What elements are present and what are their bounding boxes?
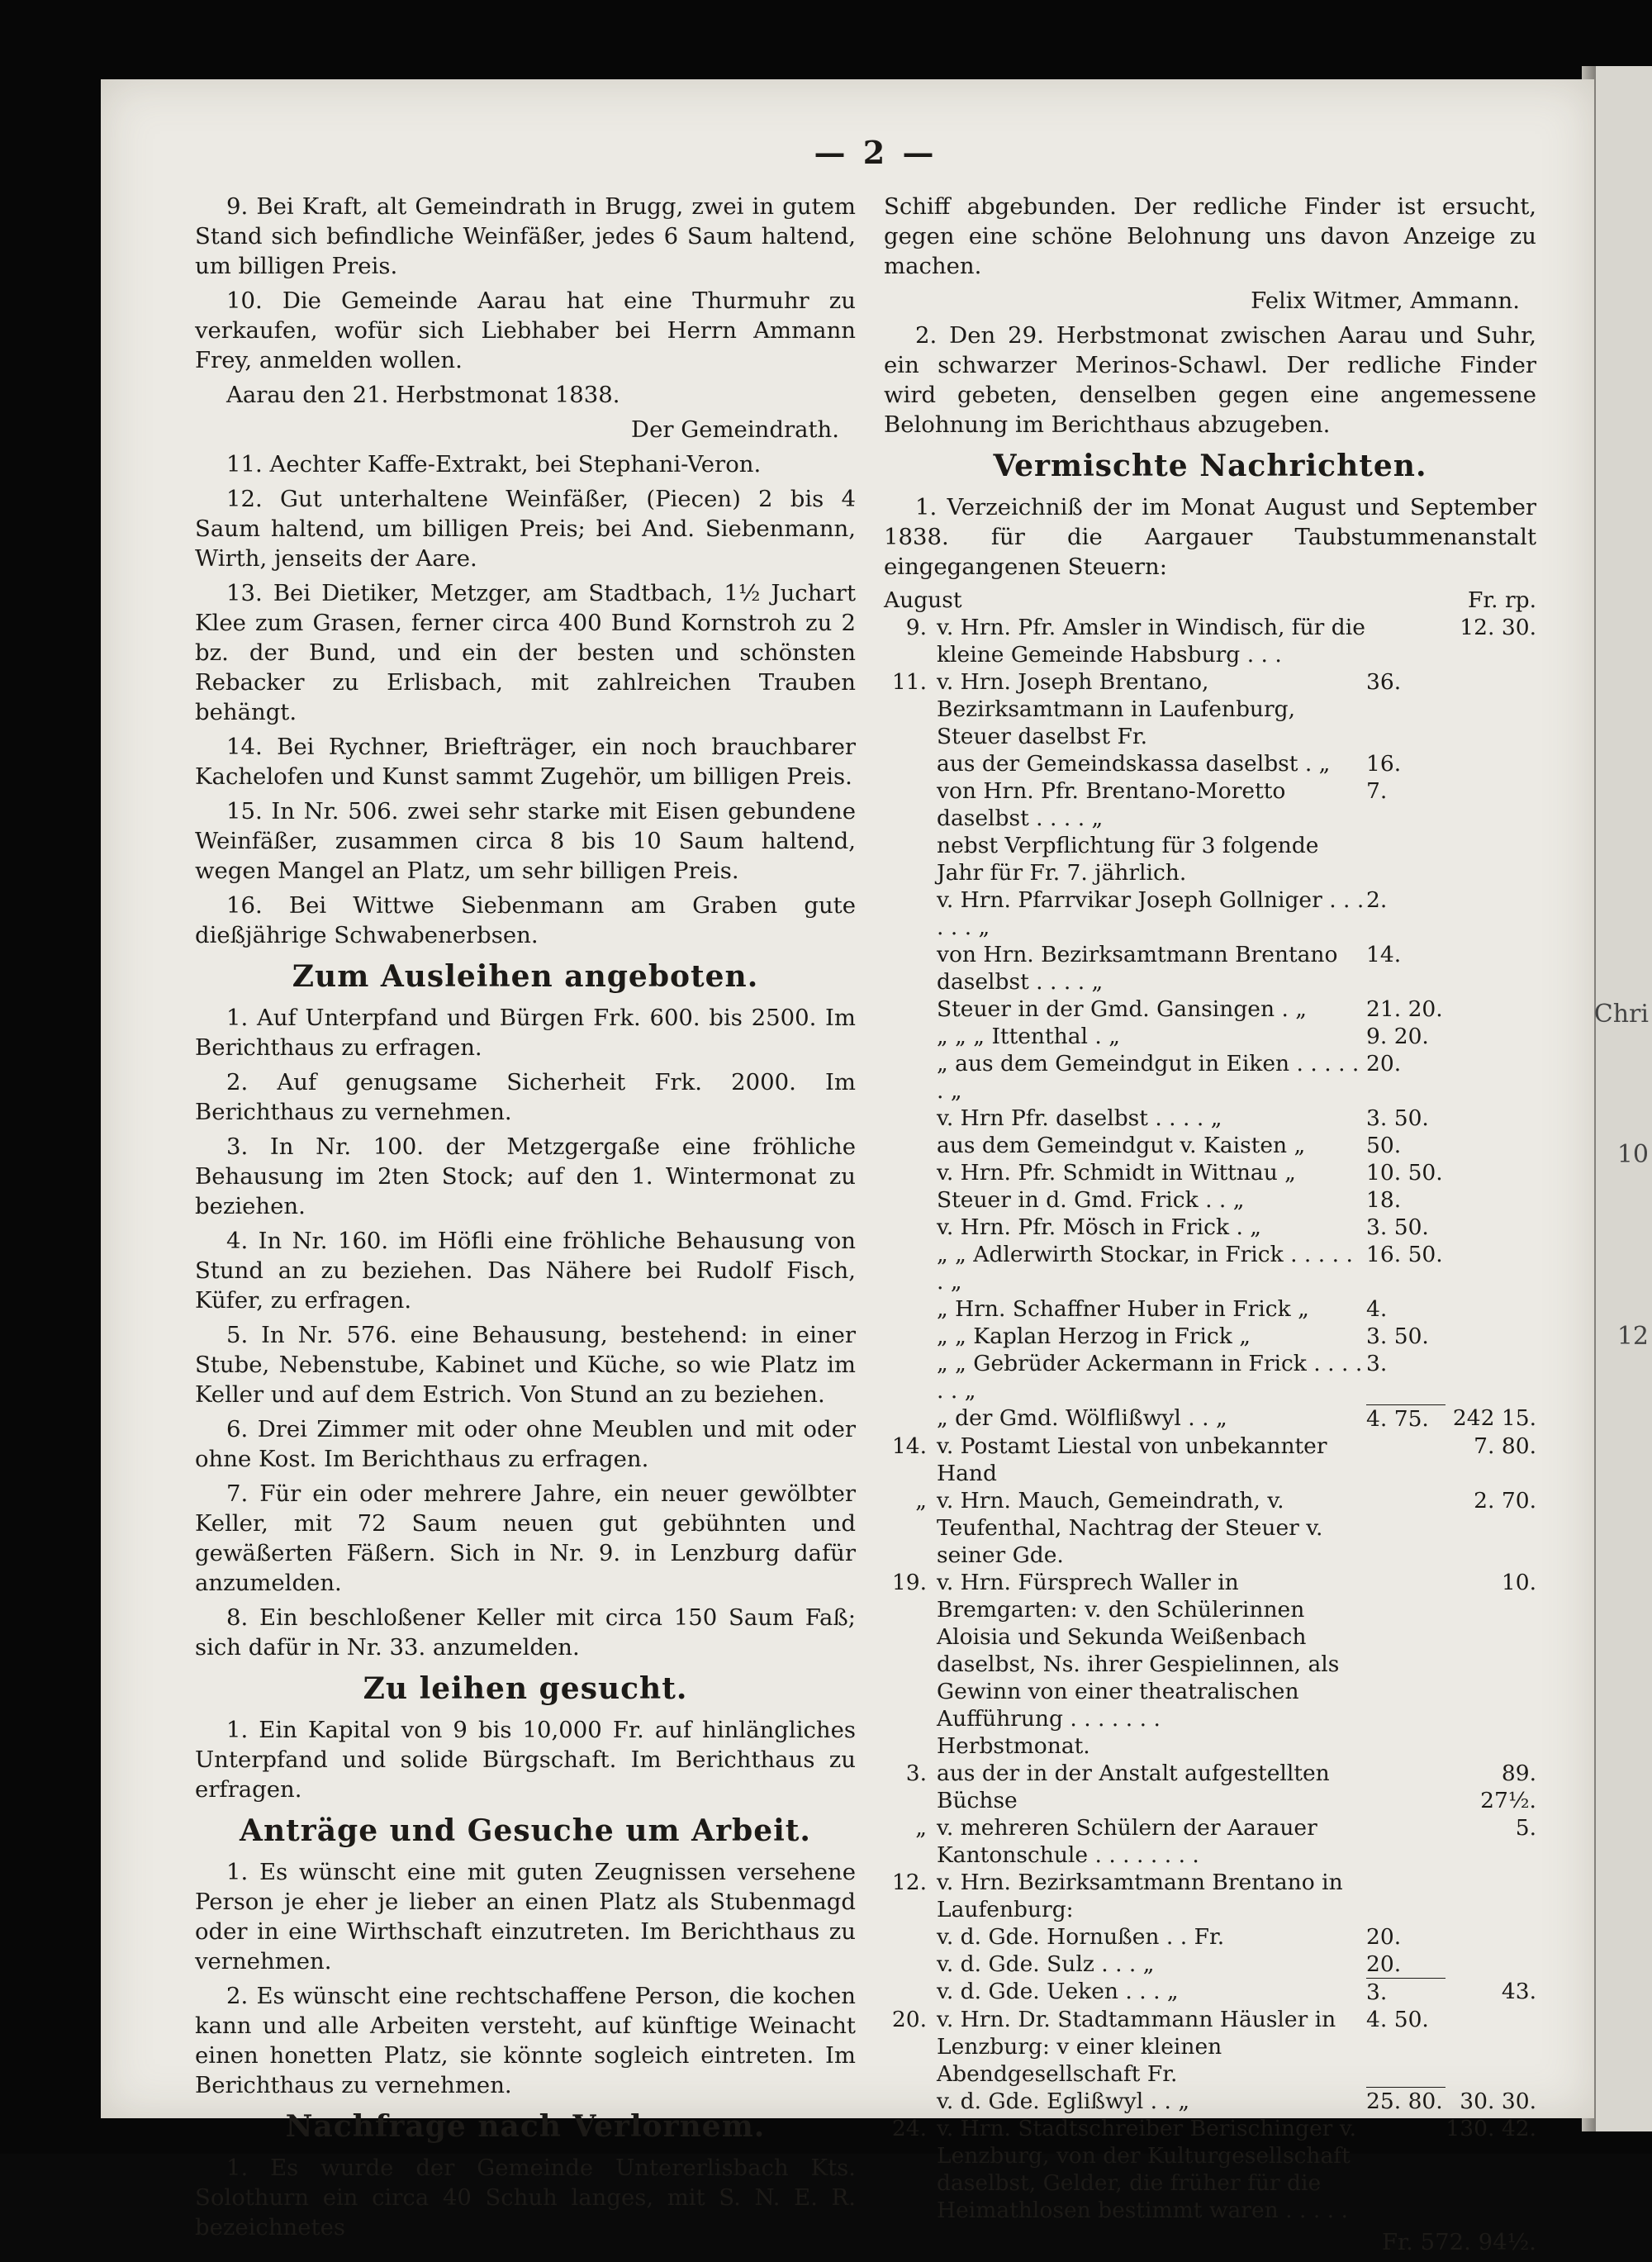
ledger-entry-subamount [1366,1433,1446,1487]
ledger-entry-number: 20. [891,2006,927,2032]
notice-item: 4. In Nr. 160. im Höfli eine fröhliche Behausung von Stund an zu beziehen. Das Nähere bei Rudolf Fisch, Küfer, zu erfragen. [195,1228,856,1314]
ledger-entry-subamount: 3. 50. [1366,1214,1429,1240]
ledger-row [884,1214,1536,1241]
ledger-entry-number: „ [915,1487,927,1514]
ledger-entry-text: v. d. Gde. Hornußen . . Fr. [937,1923,1225,1950]
ledger-row [884,1350,1536,1404]
ledger-row [884,777,1536,832]
ledger-entry-text: „ „ Gebrüder Ackermann in Frick . . . . . . „ [937,1351,1363,1404]
continuation-signature: Felix Witmer, Ammann. [1251,288,1520,314]
ledger-entry-text: aus dem Gemeindgut v. Kaisten „ [937,1133,1306,1158]
ledger-entry-number: 9. [905,615,927,640]
ledger-entry-subamount: 7. [1366,778,1388,804]
ledger-entry-total [1446,941,1536,996]
section-heading-vermischte: Vermischte Nachrichten. [993,449,1427,483]
section-heading-ausleihen: Zum Ausleihen angeboten. [292,959,759,994]
ledger-entry-total: 2. 70. [1474,1487,1536,1514]
ledger-entry-text: „ Hrn. Schaffner Huber in Frick „ [937,1296,1309,1322]
notice-item: 1. Ein Kapital von 9 bis 10,000 Fr. auf hinlängliches Unterpfand und solide Bürgschaft. Im Berichthaus zu erfragen. [195,1717,856,1803]
ledger-entry-number [884,1186,932,1214]
notice-item: 14. Bei Rychner, Briefträger, ein noch brauchbarer Kachelofen und Kunst sammt Zugehör, um billigen Preis. [195,734,856,790]
ledger-entry-total [1446,1869,1536,1923]
ledger-entry-total [1446,1186,1536,1214]
ledger-entry-text: von Hrn. Bezirksamtmann Brentano daselbst . . . . „ [937,942,1338,995]
ledger-row [884,941,1536,996]
ledger-entry-total: 130. 42. [1446,2116,1536,2141]
notice-item: 16. Bei Wittwe Siebenmann am Graben gute dießjährige Schwabenerbsen. [195,892,856,948]
ledger-entry-text: v. d. Gde. Sulz . . . „ [937,1951,1155,1977]
ledger-entry-number [884,1295,932,1323]
ledger-entry-total [1446,1050,1536,1105]
ledger-entry-text: v. Hrn Pfr. daselbst . . . . „ [937,1105,1222,1131]
ledger-entry-subamount: 2. [1366,887,1388,913]
ledger-entry-subamount: 3. 50. [1366,1323,1429,1349]
ledger-entry-subamount: 20. [1366,1923,1402,1950]
ledger-entry-subamount [1366,1732,1446,1760]
ledger-row [884,668,1536,750]
ledger-entry-subamount: 20. [1366,1951,1402,1977]
ledger-entry-subamount: 14. [1366,942,1402,967]
edge-fragment: 12 [1616,1322,1649,1351]
notice-item: 7. Für ein oder mehrere Jahre, ein neuer gewölbter Keller, mit 72 Saum neuen gut gebühnten und gewäßerten Fäßern. Sich in Nr. 9. in Lenzburg dafür anzumelden. [195,1480,856,1596]
ledger-row [884,750,1536,777]
ledger-row [884,1760,1536,1814]
donation-ledger [884,587,1536,2224]
ledger-entry-total [1446,1323,1536,1350]
ledger-entry-text: Steuer in der Gmd. Gansingen . „ [937,996,1308,1022]
ledger-row [884,1978,1536,2006]
grand-total: Fr. 572. 94½. [1381,2229,1536,2255]
ledger-entry-text: v. Hrn. Dr. Stadtammann Häusler in Lenzburg: v einer kleinen Abendgesellschaft Fr. [937,2006,1336,2087]
ledger-entry-total [1446,996,1536,1023]
ledger-row [884,832,1536,886]
ledger-entry-number [884,1050,932,1105]
ledger-entry-number [884,1323,932,1350]
ledger-row [884,1159,1536,1186]
ledger-entry-subamount: 36. [1366,669,1402,695]
ledger-currency-header: Fr. rp. [1467,587,1536,613]
notice-item: 1. Es wurde der Gemeinde Untererlisbach Kts. Solothurn ein circa 40 Schuh langes, mit S. N. E. R. bezeichnetes [195,2155,856,2241]
ledger-entry-total: 5. [1515,1814,1536,1841]
ledger-entry-subamount: 3. [1366,1351,1388,1376]
notice-item: 2. Den 29. Herbstmonat zwischen Aarau und Suhr, ein schwarzer Merinos-Schawl. Der redliche Finder wird gebeten, denselben gegen eine angemessene Belohnung im Berichthaus abzugeben. [884,322,1536,438]
ledger-entry-number [884,1350,932,1404]
ledger-entry-total [1446,1105,1536,1132]
ledger-entry-text: v. Hrn. Pfr. Schmidt in Wittnau „ [937,1160,1296,1186]
ledger-entry-text: aus der Gemeindskassa daselbst . „ [937,751,1331,777]
ledger-entry-number [884,1951,932,1979]
notice-item: 11. Aechter Kaffe-Extrakt, bei Stephani-Veron. [226,451,762,478]
ledger-entry-text: v. Postamt Liestal von unbekannter Hand [937,1433,1327,1486]
ledger-month: August [884,587,962,613]
ledger-row [884,1105,1536,1132]
ledger-row [884,886,1536,941]
notice-item: 5. In Nr. 576. eine Behausung, bestehend: in einer Stube, Nebenstube, Kabinet und Küche, so wie Platz im Keller und auf dem Estrich. Von Stund an zu beziehen. [195,1322,856,1408]
ledger-entry-text: v. Hrn. Joseph Brentano, Bezirksamtmann in Laufenburg, Steuer daselbst Fr. [937,669,1296,749]
ledger-row [884,1186,1536,1214]
ledger-entry-number [884,750,932,777]
ledger-entry-subamount: 10. 50. [1366,1160,1443,1186]
ledger-entry-total [1446,886,1536,941]
ledger-entry-text: „ „ „ Ittenthal . „ [937,1024,1120,1049]
ledger-entry-number [884,1404,932,1433]
ledger-entry-number: 12. [891,1869,927,1895]
ledger-row [884,1732,1536,1760]
notice-item: 2. Auf genugsame Sicherheit Frk. 2000. Im Berichthaus zu vernehmen. [195,1069,856,1125]
ledger-row [884,1951,1536,1979]
ledger-entry-subamount [1366,614,1446,668]
ledger-entry-subamount: 3. 50. [1366,1105,1429,1131]
ledger-entry-text: aus der in der Anstalt aufgestellten Büchse [937,1760,1330,1813]
notice-item: 15. In Nr. 506. zwei sehr starke mit Eisen gebundene Weinfäßer, zusammen circa 8 bis 10 Saum haltend, wegen Mangel an Platz, um sehr billigen Preis. [195,798,856,884]
ledger-row [884,1323,1536,1350]
continuation-text: Schiff abgebunden. Der redliche Finder ist ersucht, gegen eine schöne Belohnung uns davon Anzeige zu machen. [884,193,1536,279]
ledger-row [884,2115,1536,2224]
ledger-entry-subamount: 25. 80. [1366,2088,1446,2116]
ledger-entry-subamount [1366,832,1446,886]
ledger-entry-total [1446,1350,1536,1404]
ledger-row [884,1869,1536,1923]
ledger-entry-subamount: 16. 50. [1366,1242,1443,1267]
ledger-entry-number [884,996,932,1023]
ledger-entry-text: von Hrn. Pfr. Brentano-Moretto daselbst . . . . „ [937,778,1286,831]
ledger-entry-total [1446,1132,1536,1159]
ledger-entry-subamount [1366,2115,1446,2224]
ledger-entry-text: Steuer in d. Gmd. Frick . . „ [937,1187,1245,1213]
ledger-entry-total [1446,2006,1536,2088]
ledger-entry-total: 7. 80. [1474,1433,1536,1459]
ledger-entry-number: 19. [891,1569,927,1595]
edge-fragment: 10 [1616,1140,1649,1169]
ledger-row [884,2088,1536,2116]
ledger-entry-subamount: 16. [1366,751,1402,777]
ledger-intro: 1. Verzeichniß der im Monat August und September 1838. für die Aargauer Taubstummenanstalt eingegangenen Steuern: [884,494,1536,580]
ledger-entry-total: 10. [1501,1569,1536,1595]
ledger-header-row [884,587,1536,614]
notice-item: 2. Es wünscht eine rechtschaffene Person, die kochen kann und alle Arbeiten versteht, auf künftige Weinacht einen honetten Platz, sie könnte sogleich eintreten. Im Berichthaus zu vernehmen. [195,1983,856,2098]
ledger-entry-subamount [1366,1814,1446,1869]
ledger-entry-text: „ der Gmd. Wölflißwyl . . „ [937,1405,1227,1431]
ledger-entry-number [884,1159,932,1186]
ledger-entry-subamount [1366,1869,1446,1923]
adjacent-page-edge [1593,66,1652,2131]
ledger-entry-total [1446,1159,1536,1186]
ledger-row [884,1132,1536,1159]
notice-item: 8. Ein beschloßener Keller mit circa 150 Saum Faß; sich dafür in Nr. 33. anzumelden. [195,1604,856,1661]
ledger-entry-subamount: 4. 50. [1366,2006,1429,2032]
page-number: — 2 — [814,134,938,171]
section-heading-leihen: Zu leihen gesucht. [363,1671,688,1706]
ledger-entry-number [884,2088,932,2116]
ledger-entry-number [884,832,932,886]
ledger-entry-total [1446,668,1536,750]
ledger-entry-text: „ „ Kaplan Herzog in Frick „ [937,1323,1251,1349]
ledger-entry-text: „ „ Adlerwirth Stockar, in Frick . . . . . . „ [937,1242,1353,1295]
ledger-entry-total [1446,1241,1536,1295]
ledger-entry-total: 242 15. [1452,1405,1536,1431]
ledger-row [884,1241,1536,1295]
ledger-entry-total [1446,1023,1536,1050]
ledger-row [884,1050,1536,1105]
ledger-entry-total [1446,832,1536,886]
ledger-entry-text: nebst Verpflichtung für 3 folgende Jahr für Fr. 7. jährlich. [937,833,1319,886]
notice-item: 3. In Nr. 100. der Metzgergaße eine fröhliche Behausung im 2ten Stock; auf den 1. Wintermonat zu beziehen. [195,1133,856,1219]
ledger-entry-text: v. Hrn. Pfr. Mösch in Frick . „ [937,1214,1262,1240]
notice-item: 6. Drei Zimmer mit oder ohne Meublen und mit oder ohne Kost. Im Berichthaus zu erfragen. [195,1416,856,1472]
ledger-row [884,614,1536,668]
notice-item: 1. Auf Unterpfand und Bürgen Frk. 600. bis 2500. Im Berichthaus zu erfragen. [195,1005,856,1061]
ledger-entry-number [884,1241,932,1295]
ledger-row [884,1487,1536,1569]
ledger-entry-number [884,1105,932,1132]
ledger-entry-text: „ aus dem Gemeindgut in Eiken . . . . . . „ [937,1051,1360,1104]
ledger-entry-text: v. Hrn. Fürsprech Waller in Bremgarten: v. den Schülerinnen Aloisia und Sekunda Weißenbach daselbst, Ns. ihrer Gespielinnen, als Gewinn von einer theatralischen Aufführung . . . . . . . [937,1569,1340,1732]
ledger-entry-number [884,1214,932,1241]
ledger-entry-text: v. Hrn. Pfarrvikar Joseph Gollniger . . . . . . „ [937,887,1365,940]
ledger-entry-total [1446,1295,1536,1323]
left-column [195,192,856,2247]
ledger-entry-total: 30. 30. [1460,2088,1536,2114]
ledger-entry-text: v. Hrn. Pfr. Amsler in Windisch, für die kleine Gemeinde Habsburg . . . [937,615,1365,668]
ledger-entry-total: 43. [1501,1979,1536,2004]
ledger-entry-number: 24. [891,2116,927,2141]
notice-item: 1. Es wünscht eine mit guten Zeugnissen versehene Person je eher je lieber an einen Platz als Stubenmagd oder in eine Wirthschaft einzutreten. Im Berichthaus zu vernehmen. [195,1859,856,1974]
ledger-entry-subamount: 21. 20. [1366,996,1443,1022]
ledger-entry-number [884,777,932,832]
date-line: Aarau den 21. Herbstmonat 1838. [226,382,620,408]
ledger-entry-total: 12. 30. [1460,615,1536,640]
notice-item: 13. Bei Dietiker, Metzger, am Stadtbach, 1½ Juchart Klee zum Grasen, ferner circa 400 Bund Kornstroh zu 2 bz. der Bund, und ein der besten und schönsten Rebacker zu Erlisbach, mit zahlreichen Trauben behängt. [195,580,856,725]
ledger-row [884,1923,1536,1951]
ledger-row [884,1404,1536,1433]
ledger-entry-total: 89. 27½. [1480,1760,1536,1813]
ledger-row [884,1295,1536,1323]
ledger-row [884,2006,1536,2088]
edge-fragment: Chri [1593,1000,1649,1029]
ledger-row [884,1023,1536,1050]
notice-item: 10. Die Gemeinde Aarau hat eine Thurmuhr zu verkaufen, wofür sich Liebhaber bei Herrn Ammann Frey, anmelden wollen. [195,288,856,373]
section-heading-verlornem: Nachfrage nach Verlornem. [285,2109,766,2144]
ledger-entry-subamount [1366,1487,1446,1569]
ledger-entry-subamount: 50. [1366,1133,1402,1158]
ledger-entry-subamount [1366,1760,1446,1814]
ledger-entry-total [1446,777,1536,832]
notice-item: 9. Bei Kraft, alt Gemeindrath in Brugg, zwei in gutem Stand sich befindliche Weinfäßer, jedes 6 Saum haltend, um billigen Preis. [195,193,856,279]
ledger-entry-number [884,1923,932,1951]
ledger-entry-subamount: 3. [1366,1978,1446,2006]
ledger-entry-subamount: 20. [1366,1051,1402,1076]
ledger-entry-total [1446,1951,1536,1979]
ledger-entry-subamount: 4. 75. [1366,1404,1446,1433]
ledger-entry-text: v. mehreren Schülern der Aarauer Kantonschule . . . . . . . . [937,1814,1317,1868]
ledger-entry-text: v. Hrn. Bezirksamtmann Brentano in Laufenburg: [937,1869,1343,1922]
ledger-entry-number [884,886,932,941]
ledger-entry-number: „ [915,1814,927,1841]
ledger-entry-total [1446,1214,1536,1241]
ledger-entry-number [884,1023,932,1050]
section-heading-arbeit: Anträge und Gesuche um Arbeit. [240,1813,811,1848]
ledger-entry-number: 11. [891,669,927,695]
ledger-entry-number [884,1978,932,2006]
ledger-entry-text: v. d. Gde. Ueken . . . „ [937,1979,1179,2004]
ledger-entry-number [884,1732,932,1760]
ledger-entry-number: 14. [891,1433,927,1459]
ledger-entry-subamount: 9. 20. [1366,1024,1429,1049]
ledger-row [884,1433,1536,1487]
ledger-entry-number [884,941,932,996]
right-column [884,192,1536,2262]
ledger-entry-text: v. Hrn. Mauch, Gemeindrath, v. Teufenthal, Nachtrag der Steuer v. seiner Gde. [937,1487,1323,1568]
ledger-entry-subamount [1366,1569,1446,1732]
ledger-entry-total [1446,1732,1536,1760]
ledger-entry-subamount: 4. [1366,1296,1388,1322]
ledger-entry-number [884,1132,932,1159]
ledger-entry-number: 3. [905,1760,927,1786]
ledger-entry-total [1446,1923,1536,1951]
notice-item: 12. Gut unterhaltene Weinfäßer, (Piecen) 2 bis 4 Saum haltend, um billigen Preis; bei And. Siebenmann, Wirth, jenseits der Aare. [195,486,856,572]
ledger-row [884,1569,1536,1732]
ledger-entry-subamount: 18. [1366,1187,1402,1213]
signature: Der Gemeindrath. [631,416,839,443]
ledger-entry-text: v. d. Gde. Eglißwyl . . „ [937,2088,1190,2114]
ledger-entry-total [1446,750,1536,777]
ledger-entry-text: v. Hrn. Stadtschreiber Berischinger v. Lenzburg, von der Kulturgesellschaft daselbst, Gelder, die früher für die Heimathlosen bestimmt waren . . . . . [937,2116,1356,2223]
ledger-entry-text: Herbstmonat. [937,1732,1090,1759]
ledger-row [884,996,1536,1023]
ledger-row [884,1814,1536,1869]
